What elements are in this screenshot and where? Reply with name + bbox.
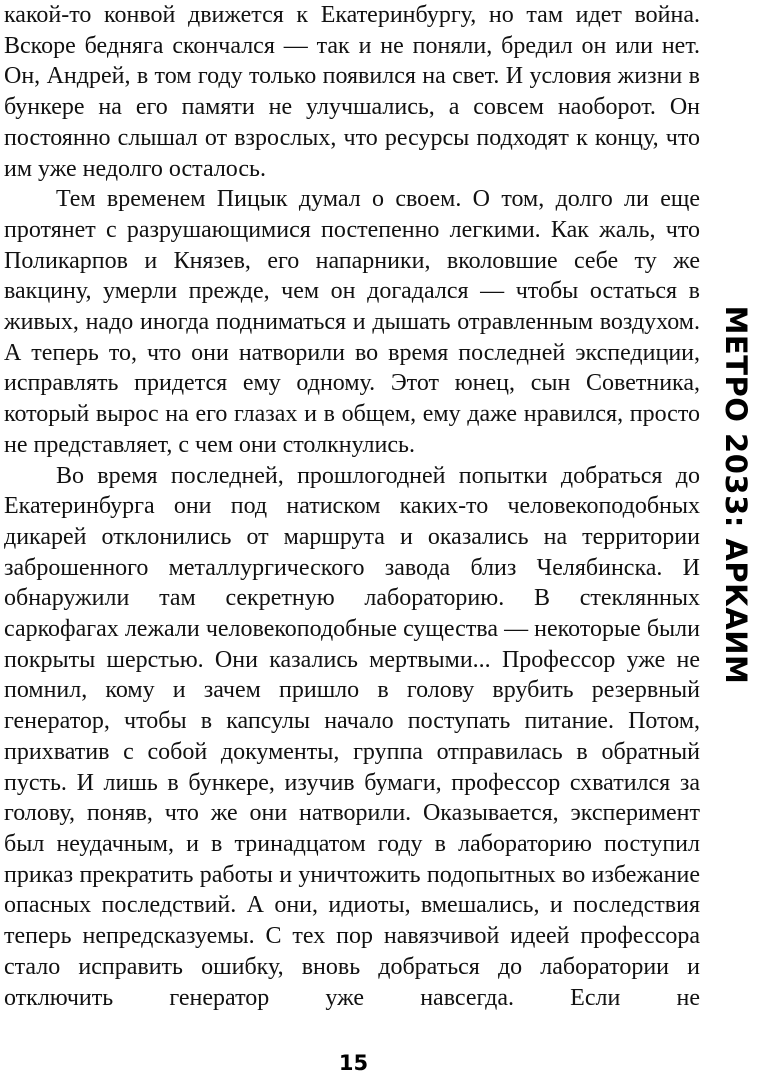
paragraph-continued: какой-то конвой движется к Екатеринбургу, но там идет война. Вскоре бедняга скончался — так и не поняли, бредил он или нет. Он, Андрей, в том году только появился на свет. И условия жизни в бункере на его памяти не улучшались, а совсем наоборот. Он постоянно слышал от взрослых, что ресурсы подходят к концу, что им уже недолго осталось. [4,2,700,182]
paragraph: Во время последней, прошлогодней попытки добраться до Екатеринбурга они под натиском каких-то человекоподобных дикарей отклонились от маршрута и оказались на территории заброшенного металлургического завода близ Челябинска. И обнаружили там секретную лабораторию. В стеклянных саркофагах лежали человекоподобные существа — некоторые были покрыты шерстью. Они казались мертвыми... Профессор уже не помнил, кому и зачем пришло в голову врубить резервный генератор, чтобы в капсулы начало поступать питание. Потом, прихватив с собой документы, группа отправилась в обратный пусть. И лишь в бункере, изучив бумаги, профессор схватился за голову, поняв, что же они натворили. Оказывается, эксперимент был неудачным, и в тринадцатом году в лабораторию поступил приказ прекратить работы и уничтожить подопытных во избежание опасных последствий. А они, идиоты, вмешались, и последствия теперь непредсказуемы. С тех пор навязчивой идеей профессора стало исправить ошибку, вновь добраться до лаборатории и отключить генератор уже навсегда. Если не [4,462,700,1011]
series-title: МЕТРО 2033: АРКАИМ [719,305,753,685]
body-text [4,0,700,1013]
page-number: 15 [338,1051,369,1075]
paragraph: Тем временем Пицык думал о своем. О том, долго ли еще протянет с разрушающимися постепенно легкими. Как жаль, что Поликарпов и Князев, его напарники, вколовшие себе ту же вакцину, умерли прежде, чем он догадался — чтобы остаться в живых, надо иногда подниматься и дышать отравленным воздухом. А теперь то, что они натворили во время последней экспедиции, исправлять придется ему одному. Этот юнец, сын Советника, который вырос на его глазах и в общем, ему даже нравился, просто не представляет, с чем они столкнулись. [4,186,700,458]
